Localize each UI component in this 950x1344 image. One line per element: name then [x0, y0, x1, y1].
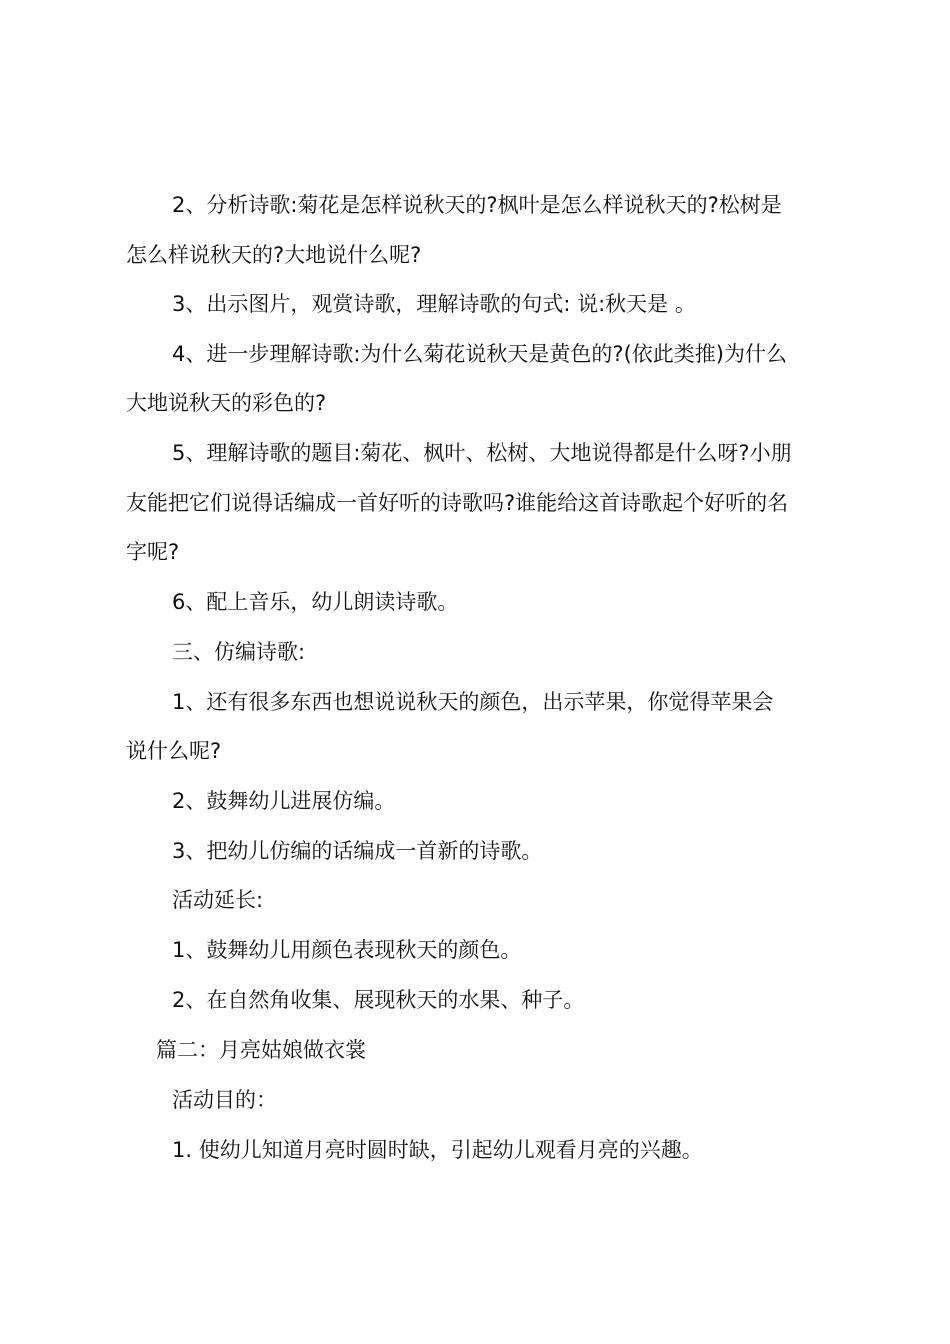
paragraph-line: 2、分析诗歌:菊花是怎样说秋天的?枫叶是怎么样说秋天的?松树是 [172, 193, 782, 217]
paragraph-line: 2、在自然角收集、展现秋天的水果、种子。 [172, 988, 585, 1012]
section-heading: 三、仿编诗歌: [172, 640, 306, 664]
paragraph-line: 大地说秋天的彩色的? [126, 391, 327, 415]
paragraph-line: 1、还有很多东西也想说说秋天的颜色，出示苹果，你觉得苹果会 [172, 690, 774, 714]
chapter-title: 篇二：月亮姑娘做衣裳 [156, 1038, 366, 1062]
paragraph-line: 2、鼓舞幼儿进展仿编。 [172, 789, 396, 813]
section-heading: 活动延长: [172, 888, 264, 912]
paragraph-line: 友能把它们说得话编成一首好听的诗歌吗?谁能给这首诗歌起个好听的名 [126, 491, 789, 515]
section-heading: 活动目的： [172, 1088, 277, 1112]
paragraph-line: 4、进一步理解诗歌:为什么菊花说秋天是黄色的?(依此类推)为什么 [172, 342, 787, 366]
paragraph-line: 1、鼓舞幼儿用颜色表现秋天的颜色。 [172, 938, 522, 962]
paragraph-line: 3、出示图片，观赏诗歌，理解诗歌的句式: 说:秋天是 。 [172, 292, 696, 316]
paragraph-line: 怎么样说秋天的?大地说什么呢? [126, 243, 422, 267]
paragraph-line: 字呢? [126, 540, 180, 564]
paragraph-line: 6、配上音乐，幼儿朗读诗歌。 [172, 590, 459, 614]
paragraph-line: 5、理解诗歌的题目:菊花、枫叶、松树、大地说得都是什么呀?小朋 [172, 441, 792, 465]
paragraph-line: 3、把幼儿仿编的话编成一首新的诗歌。 [172, 839, 543, 863]
paragraph-line: 1. 使幼儿知道月亮时圆时缺，引起幼儿观看月亮的兴趣。 [172, 1138, 703, 1162]
paragraph-line: 说什么呢? [126, 739, 222, 763]
